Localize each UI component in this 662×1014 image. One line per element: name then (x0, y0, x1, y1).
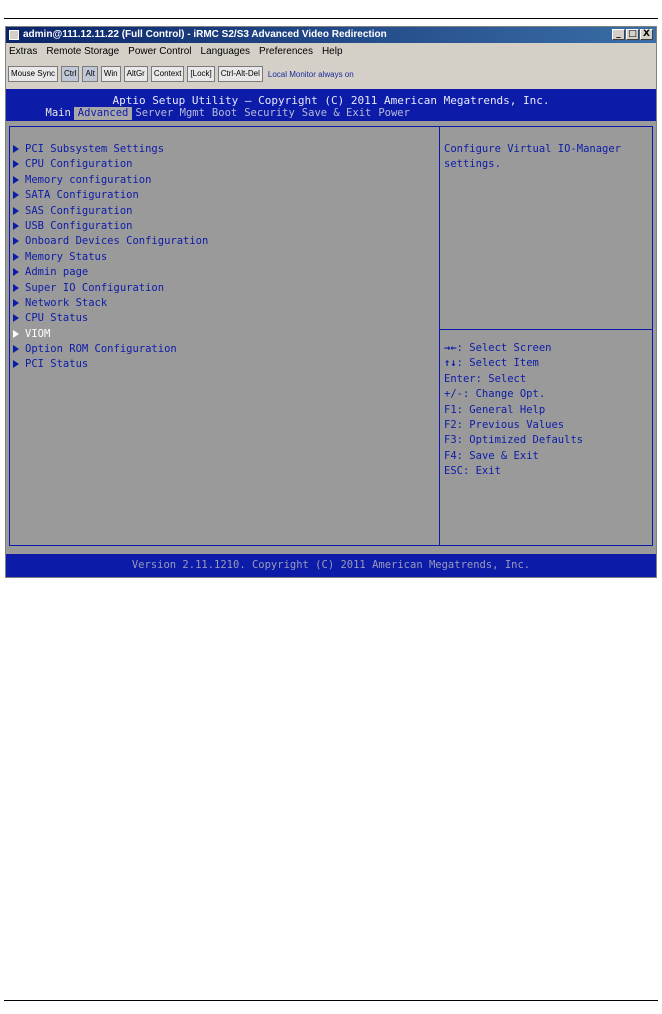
menu-power-control[interactable]: Power Control (128, 46, 192, 57)
arrow-right-icon (13, 284, 19, 292)
arrow-right-icon (13, 345, 19, 353)
key-hint (444, 403, 649, 418)
arrow-right-icon (13, 360, 19, 368)
key-hint-key: F1 (444, 403, 457, 416)
bios-key-legend (444, 341, 649, 480)
arrow-right-icon (13, 176, 19, 184)
key-hint-key: Enter (444, 372, 476, 385)
arrow-right-icon (13, 160, 19, 168)
bios-item-memory-configuration[interactable] (13, 173, 208, 188)
bios-column-divider (439, 127, 440, 545)
bios-item-label: Option ROM Configuration (25, 343, 177, 356)
bios-item-label: PCI Status (25, 358, 89, 371)
bios-tab-server-mgmt[interactable]: Server Mgmt (135, 107, 205, 119)
arrow-right-icon (13, 299, 19, 307)
bios-item-network-stack[interactable] (13, 296, 208, 311)
key-hint-desc: : General Help (456, 403, 546, 416)
bios-item-sata-configuration[interactable] (13, 188, 208, 203)
arrow-right-icon (13, 207, 19, 215)
bios-item-super-io-configuration[interactable] (13, 281, 208, 296)
bios-tabs (42, 107, 413, 120)
key-hint-key: ↑↓ (444, 357, 457, 370)
menubar (6, 44, 656, 60)
mouse-sync-button[interactable]: Mouse Sync (8, 66, 58, 82)
arrow-right-icon (13, 222, 19, 230)
app-icon (9, 30, 19, 40)
maximize-button[interactable]: □ (626, 29, 639, 40)
key-hint (444, 449, 649, 464)
key-hint (444, 387, 649, 402)
bios-tab-power[interactable]: Power (378, 107, 410, 119)
key-hint (444, 464, 649, 479)
context-button[interactable]: Context (151, 66, 185, 82)
arrow-right-icon (13, 268, 19, 276)
key-hint-key: F2 (444, 419, 457, 432)
bios-tab-advanced[interactable]: Advanced (74, 107, 132, 120)
lock-button[interactable]: [Lock] (187, 66, 214, 82)
arrow-right-icon (13, 330, 19, 338)
bios-tab-boot[interactable]: Boot (211, 107, 238, 119)
bios-item-label: Super IO Configuration (25, 281, 165, 294)
bios-tab-main[interactable]: Main (45, 107, 71, 119)
bios-item-label: Onboard Devices Configuration (25, 235, 209, 248)
key-hint (444, 418, 649, 433)
bios-menu-list (13, 142, 208, 373)
bios-item-sas-configuration[interactable] (13, 204, 208, 219)
bios-header (6, 89, 656, 121)
bios-item-label: Admin page (25, 266, 89, 279)
key-hint-key: F3 (444, 434, 457, 447)
bios-content-frame (9, 126, 653, 546)
key-hint (444, 341, 649, 356)
key-hint (444, 356, 649, 371)
window-titlebar[interactable] (6, 27, 656, 43)
bios-item-admin-page[interactable] (13, 265, 208, 280)
bios-footer: Version 2.11.1210. Copyright (C) 2011 American Megatrends, Inc. (6, 554, 656, 577)
bios-tab-security[interactable]: Security (244, 107, 295, 119)
bios-help-text: Configure Virtual IO-Manager settings. (444, 143, 622, 171)
bios-item-usb-configuration[interactable] (13, 219, 208, 234)
bios-item-label: PCI Subsystem Settings (25, 143, 165, 155)
toolbar (6, 63, 656, 85)
bios-item-label: Memory Status (25, 250, 108, 263)
key-hint-desc: : Select (475, 372, 527, 385)
bios-item-label: VIOM (25, 327, 51, 340)
arrow-right-icon (13, 237, 19, 245)
bios-item-pci-subsystem-settings[interactable] (13, 142, 208, 157)
page-bottom-rule (4, 1000, 658, 1001)
bios-item-label: USB Configuration (25, 219, 133, 232)
key-hint-key: F4 (444, 449, 457, 462)
arrow-right-icon (13, 191, 19, 199)
bios-tab-save-exit[interactable]: Save & Exit (301, 107, 372, 119)
menu-remote-storage[interactable]: Remote Storage (46, 46, 120, 57)
ctrl-alt-del-button[interactable]: Ctrl-Alt-Del (218, 66, 263, 82)
key-hint-desc: : Previous Values (456, 419, 565, 432)
menu-help[interactable]: Help (321, 46, 343, 57)
key-hint-desc: : Select Screen (456, 342, 552, 354)
key-hint (444, 433, 649, 448)
minimize-button[interactable]: _ (612, 29, 625, 40)
bios-item-memory-status[interactable] (13, 250, 208, 265)
bios-item-label: SAS Configuration (25, 204, 133, 217)
key-hint-desc: : Change Opt. (462, 388, 546, 401)
bios-title: Aptio Setup Utility – Copyright (C) 2011 American Megatrends, Inc. (112, 94, 550, 107)
key-hint-key: ESC (444, 465, 463, 478)
bios-item-pci-status[interactable] (13, 357, 208, 372)
bios-item-onboard-devices-configuration[interactable] (13, 234, 208, 249)
win-button[interactable]: Win (101, 66, 121, 82)
bios-item-label: CPU Configuration (25, 158, 133, 171)
arrow-right-icon (13, 314, 19, 322)
bios-item-label: SATA Configuration (25, 189, 139, 202)
alt-button[interactable]: Alt (82, 66, 97, 82)
arrow-right-icon (13, 145, 19, 153)
key-hint (444, 372, 649, 387)
bios-screen (6, 89, 656, 577)
page-top-rule (4, 18, 658, 19)
menu-extras[interactable]: Extras (9, 46, 38, 57)
close-button[interactable]: X (640, 29, 653, 40)
key-hint-desc: : Optimized Defaults (456, 434, 584, 447)
menu-languages[interactable]: Languages (200, 46, 251, 57)
ctrl-button[interactable]: Ctrl (61, 66, 79, 82)
bios-item-option-rom-configuration[interactable] (13, 342, 208, 357)
bios-item-viom[interactable] (13, 327, 208, 342)
bios-help-divider (440, 329, 652, 330)
key-hint-desc: : Select Item (456, 357, 539, 370)
bios-item-cpu-configuration[interactable] (13, 157, 208, 172)
key-hint-key: +/- (444, 388, 463, 401)
window-controls (612, 29, 653, 40)
video-redirection-window (5, 26, 657, 578)
bios-item-label: Memory configuration (25, 173, 152, 186)
key-hint-desc: : Exit (462, 465, 501, 478)
bios-item-cpu-status[interactable] (13, 311, 208, 326)
arrow-right-icon (13, 253, 19, 261)
altgr-button[interactable]: AltGr (124, 66, 148, 82)
bios-item-label: CPU Status (25, 312, 89, 325)
window-title: admin@111.12.11.22 (Full Control) - iRMC S2/S3 Advanced Video Redirection (23, 29, 387, 40)
menu-preferences[interactable]: Preferences (259, 46, 313, 57)
local-monitor-status: Local Monitor always on (267, 69, 354, 79)
key-hint-desc: : Save & Exit (456, 449, 539, 462)
bios-item-label: Network Stack (25, 296, 108, 309)
key-hint-key: →← (444, 342, 457, 354)
